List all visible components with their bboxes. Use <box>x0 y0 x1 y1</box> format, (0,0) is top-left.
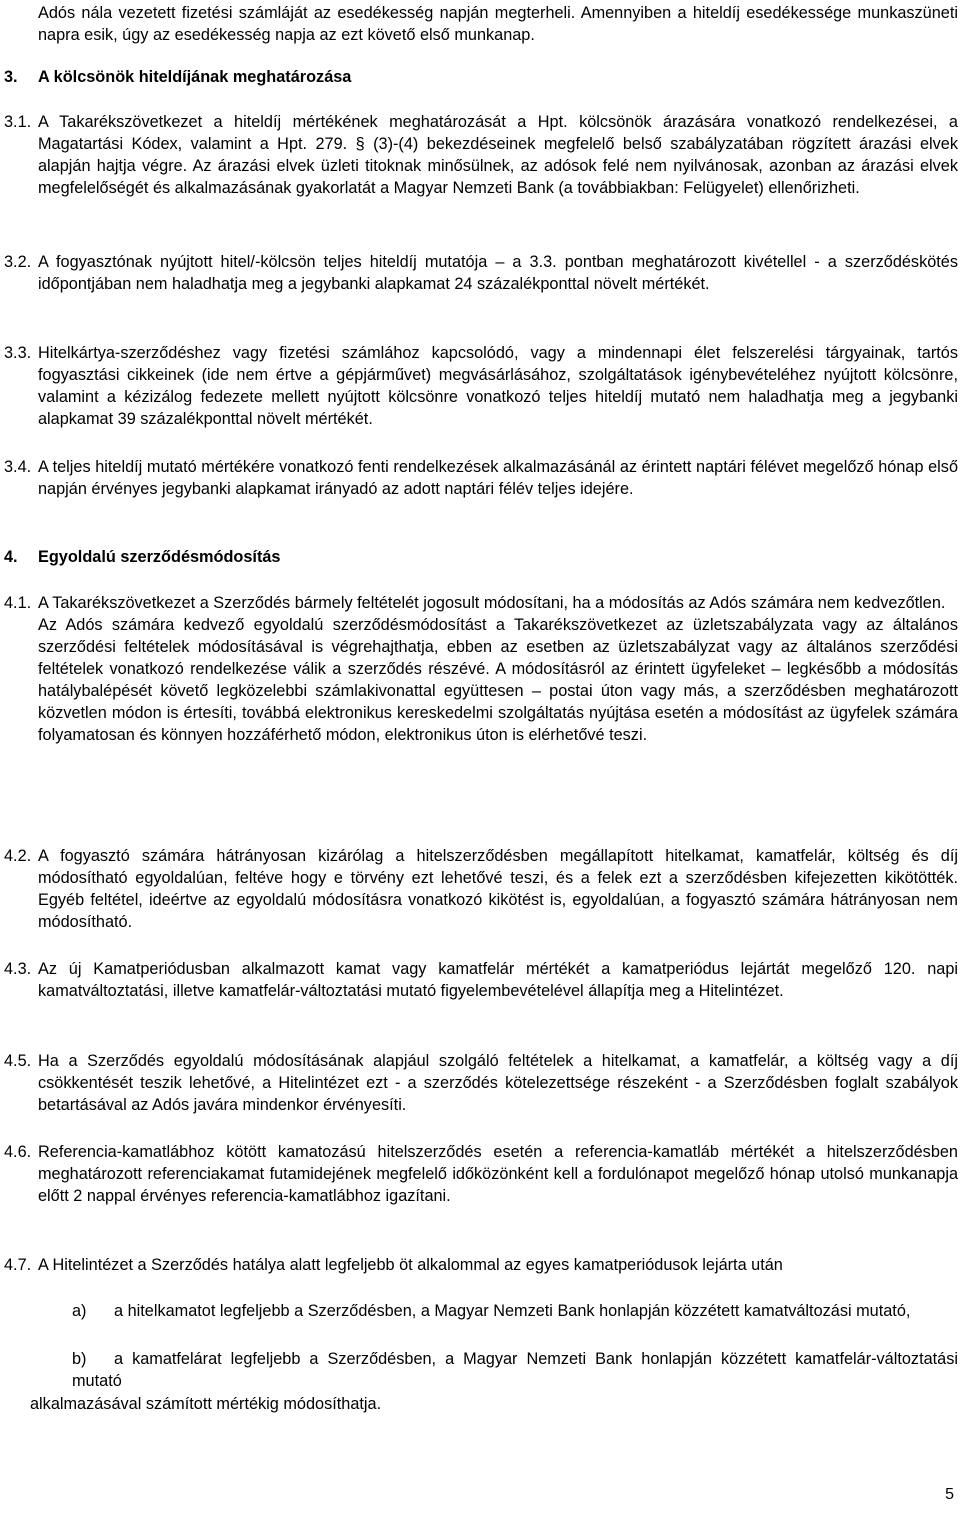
clause-text: A fogyasztó számára hátrányosan kizárólag a hitelszerződésben megállapított hitelkamat, kamatfelár, költség és díj módosítható egyoldalúan, feltéve hogy e törvény ezt lehetővé teszi, és a felek ezt a szerződésben kifejezetten kikötötték. Egyéb feltétel, ideértve az egyoldalú módosításra vonatkozó kikötést is, egyoldalúan, a fogyasztó számára hátrányosan nem módosítható. <box>38 847 958 931</box>
item-text: a hitelkamatot legfeljebb a Szerződésben, a Magyar Nemzeti Bank honlapján közzétett kamatváltozási mutató, <box>114 1302 911 1320</box>
clause-number: 4.3. <box>4 960 32 978</box>
clause-text: Referencia-kamatlábhoz kötött kamatozású hitelszerződés esetén a referencia-kamatláb mértékét a hitelszerződésben meghatározott referenciakamat futamidejének megfelelő időközönként kell a fordulónapot megelőző hónap utolsó munkanapja előtt 2 nappal érvényes referencia-kamatlábhoz igazítani. <box>38 1143 958 1205</box>
clause-3-2 <box>4 251 958 295</box>
clause-4-7-tail: alkalmazásával számított mértékig módosíthatja. <box>30 1395 382 1413</box>
clause-number: 3.1. <box>4 113 32 131</box>
clause-text: A Takarékszövetkezet a Szerződés bármely feltételét jogosult módosítani, ha a módosítás az Adós számára nem kedvezőtlen. <box>38 594 946 612</box>
section-number: 3. <box>4 68 18 86</box>
clause-text: Hitelkártya-szerződéshez vagy fizetési számlához kapcsolódó, vagy a mindennapi élet felszerelési tárgyainak, tartós fogyasztási cikkeinek (ide nem értve a gépjárművet) megvásárlásához, szolgáltatások igénybevételéhez nyújtott kölcsönre, valamint a kézizálog fedezete mellett nyújtott kölcsönre vonatkozó teljes hiteldíj mutató nem haladhatja meg a jegybanki alapkamat 39 százalékponttal növelt mértékét. <box>38 344 958 428</box>
clause-number: 4.1. <box>4 594 32 612</box>
clause-4-7 <box>4 1254 958 1276</box>
clause-number: 3.2. <box>4 253 32 271</box>
clause-4-6 <box>4 1141 958 1207</box>
clause-number: 4.2. <box>4 847 32 865</box>
section-number: 4. <box>4 548 18 566</box>
clause-number: 3.3. <box>4 344 32 362</box>
clause-4-3 <box>4 958 958 1002</box>
clause-4-7-item-b <box>72 1348 958 1392</box>
item-text: a kamatfelárat legfeljebb a Szerződésben, a Magyar Nemzeti Bank honlapján közzétett kamatfelár-változtatási mutató <box>72 1350 958 1390</box>
clause-number: 4.5. <box>4 1052 32 1070</box>
clause-text: Az új Kamatperiódusban alkalmazott kamat vagy kamatfelár mértékét a kamatperiódus lejártát megelőző 120. napi kamatváltoztatási, illetve kamatfelár-változtatási mutató figyelembevételével állapítja meg a Hitelintézet. <box>38 960 958 1000</box>
clause-4-2 <box>4 845 958 933</box>
page-number: 5 <box>945 1486 954 1503</box>
section-3-heading <box>4 66 958 88</box>
clause-text-continued: Az Adós számára kedvező egyoldalú szerződésmódosítást a Takarékszövetkezet az üzletszabályzata vagy az általános szerződési feltételek módosításával is végrehajthatja, ebben az esetben az üzletszabályzat vagy az általános szerződési feltételek vonatkozó rendelkezése válik a szerződés részévé. A módosításról az érintett ügyfeleket – legkésőbb a módosítás hatálybalépését követő legközelebbi számlakivonattal együttesen – postai úton vagy más, a szerződésben meghatározott közvetlen módon is értesíti, továbbá elektronikus kereskedelmi szolgáltatás nyújtása esetén a módosítást az ügyfelek számára folyamatosan és könnyen hozzáférhető módon, elektronikus úton is elérhetővé teszi. <box>38 616 958 744</box>
section-4-heading <box>4 546 958 568</box>
clause-4-1 <box>4 592 958 746</box>
item-label: a) <box>72 1302 87 1320</box>
section-title: A kölcsönök hiteldíjának meghatározása <box>38 68 352 86</box>
clause-text: A Takarékszövetkezet a hiteldíj mértékének meghatározását a Hpt. kölcsönök árazására vonatkozó rendelkezései, a Magatartási Kódex, valamint a Hpt. 279. § (3)-(4) bekezdéseinek megfelelő belső szabályzatában rögzített árazási elvek alapján hajtja végre. Az árazási elvek üzleti titoknak minősülnek, az adósok felé nem nyilvánosak, azonban az árazási elvek megfelelőségét és alkalmazásának gyakorlatát a Magyar Nemzeti Bank (a továbbiakban: Felügyelet) ellenőrizheti. <box>38 113 958 197</box>
clause-number: 3.4. <box>4 458 32 476</box>
clause-number: 4.6. <box>4 1143 32 1161</box>
clause-3-1 <box>4 111 958 199</box>
clause-4-5 <box>4 1050 958 1116</box>
clause-number: 4.7. <box>4 1256 32 1274</box>
section-title: Egyoldalú szerződésmódosítás <box>38 548 281 566</box>
clause-text: A fogyasztónak nyújtott hitel/-kölcsön teljes hiteldíj mutatója – a 3.3. pontban meghatározott kivétellel - a szerződéskötés időpontjában nem haladhatja meg a jegybanki alapkamat 24 százalékponttal növelt mértékét. <box>38 253 958 293</box>
clause-text: A teljes hiteldíj mutató mértékére vonatkozó fenti rendelkezések alkalmazásánál az érintett naptári félévet megelőző hónap első napján érvényes jegybanki alapkamat irányadó az adott naptári félév teljes idejére. <box>38 458 958 498</box>
clause-3-3 <box>4 342 958 430</box>
clause-3-4 <box>4 456 958 500</box>
item-label: b) <box>72 1350 87 1368</box>
clause-text: Ha a Szerződés egyoldalú módosításának alapjául szolgáló feltételek a hitelkamat, a kamatfelár, a költség vagy a díj csökkentését teszik lehetővé, a Hitelintézet ezt - a szerződés kötelezettsége részeként - a Szerződésben foglalt szabályok betartásával az Adós javára mindenkor érvényesíti. <box>38 1052 958 1114</box>
clause-4-7-item-a <box>72 1300 958 1322</box>
clause-text: A Hitelintézet a Szerződés hatálya alatt legfeljebb öt alkalommal az egyes kamatperiódusok lejárta után <box>38 1256 783 1274</box>
intro-paragraph: Adós nála vezetett fizetési számláját az esedékesség napján megterheli. Amennyiben a hiteldíj esedékessége munkaszüneti napra esik, úgy az esedékesség napja az ezt követő első munkanap. <box>38 4 958 44</box>
